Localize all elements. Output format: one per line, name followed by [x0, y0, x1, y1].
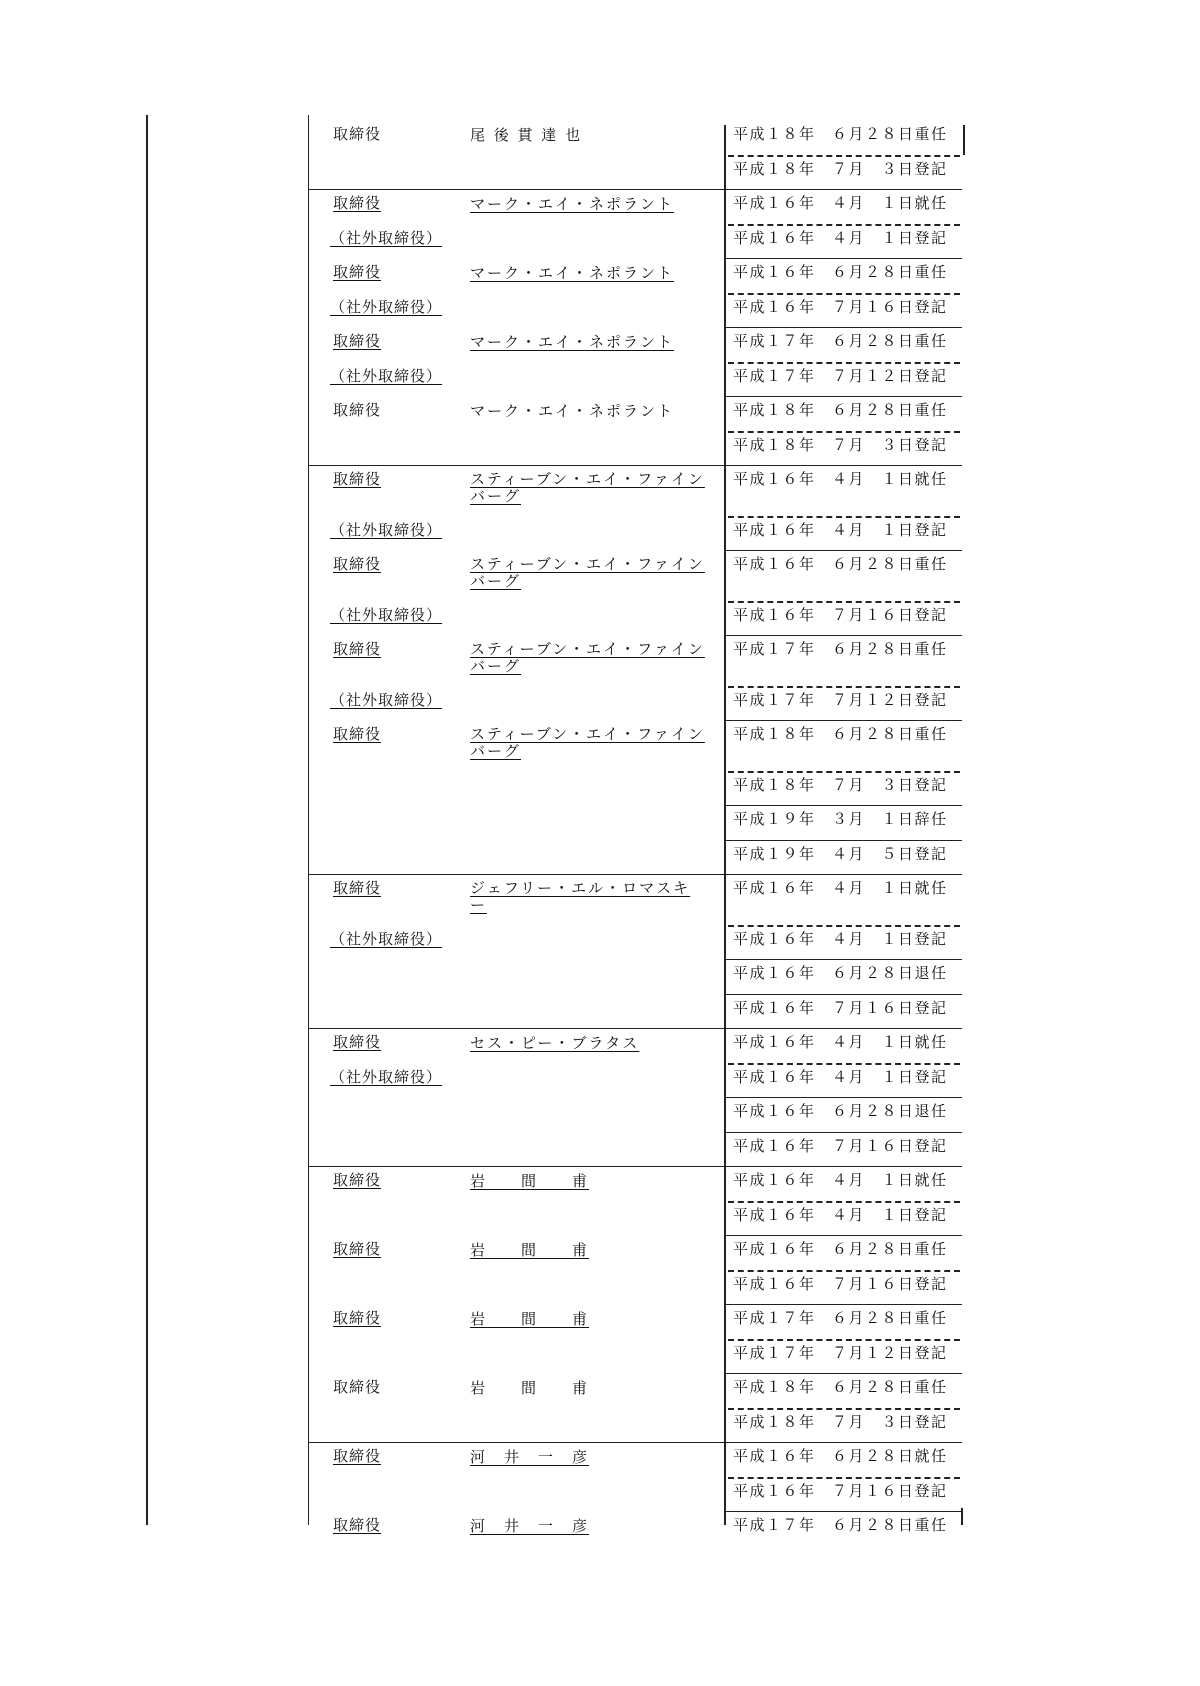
date-row-separator [726, 805, 962, 806]
date-entry: 平成１８年 ６月２８日重任 [733, 1378, 948, 1396]
date-entry: 平成１６年 ４月 １日就任 [733, 879, 948, 897]
director-role-label: 取締役 [333, 125, 382, 143]
date-dashed-separator [728, 1477, 960, 1479]
group-separator-date [726, 1028, 962, 1029]
date-row-separator [726, 840, 962, 841]
date-entry: 平成１６年 ４月 １日就任 [733, 1033, 948, 1051]
director-role-label: 取締役 [333, 555, 382, 573]
director-role-label: 取締役 [333, 1240, 382, 1258]
date-dashed-separator [728, 293, 960, 295]
date-entry: 平成１７年 ７月１２日登記 [733, 1343, 948, 1362]
director-name: スティーブン・エイ・ファインバーグ [470, 555, 705, 590]
director-name: 岩 間 甫 [470, 1241, 590, 1259]
director-role-label: 取締役 [333, 1378, 382, 1396]
date-entry: 平成１８年 ７月 ３日登記 [733, 435, 948, 454]
date-entry: 平成１７年 ６月２８日重任 [733, 1309, 948, 1327]
date-entry: 平成１７年 ６月２８日重任 [733, 640, 948, 658]
group-separator [308, 1442, 726, 1443]
date-entry: 平成１６年 ４月 １日登記 [733, 929, 948, 948]
date-entry: 平成１８年 ６月２８日重任 [733, 401, 948, 419]
outside-director-label: （社外取締役） [330, 366, 443, 385]
group-separator [308, 465, 726, 466]
date-row-separator [726, 1373, 962, 1374]
director-name: スティーブン・エイ・ファインバーグ [470, 470, 705, 505]
group-separator [308, 1028, 726, 1029]
date-entry: 平成１６年 ４月 １日就任 [733, 1171, 948, 1189]
date-row-separator [726, 1235, 962, 1236]
table-left-border [308, 115, 309, 1525]
table-right-border [963, 125, 965, 155]
group-separator-date [726, 465, 962, 466]
group-separator-date [726, 1442, 962, 1443]
date-dashed-separator [728, 925, 960, 927]
date-dashed-separator [728, 601, 960, 603]
director-role-label: 取締役 [333, 332, 382, 350]
director-name: スティーブン・エイ・ファインバーグ [470, 725, 705, 760]
outside-director-label: （社外取締役） [330, 605, 443, 624]
date-entry: 平成１７年 ６月２８日重任 [733, 1516, 948, 1534]
director-name: 岩 間 甫 [470, 1310, 590, 1328]
date-entry: 平成１７年 ６月２８日重任 [733, 332, 948, 350]
director-role-label: 取締役 [333, 725, 382, 743]
date-row-separator [726, 720, 962, 721]
date-row-separator [726, 959, 962, 960]
group-separator [308, 189, 726, 190]
date-entry: 平成１６年 ６月２８日重任 [733, 263, 948, 281]
date-entry: 平成１６年 ７月１６日登記 [733, 998, 948, 1017]
director-name: マーク・エイ・ネポラント [470, 264, 675, 282]
outside-director-label: （社外取締役） [330, 520, 443, 539]
director-role-label: 取締役 [333, 1309, 382, 1327]
director-name: 河 井 一 彦 [470, 1448, 590, 1466]
date-entry: 平成１７年 ７月１２日登記 [733, 690, 948, 709]
date-row-separator [726, 396, 962, 397]
date-dashed-separator [728, 362, 960, 364]
date-row-separator [726, 1132, 962, 1133]
date-entry: 平成１６年 ７月１６日登記 [733, 1274, 948, 1293]
date-entry: 平成１８年 ６月２８日重任 [733, 725, 948, 743]
director-name: セス・ピー・ブラタス [470, 1034, 640, 1052]
director-role-label: 取締役 [333, 1171, 382, 1189]
page-margin-line [146, 115, 148, 1525]
date-entry: 平成１６年 ７月１６日登記 [733, 297, 948, 316]
date-entry: 平成１９年 ３月 １日辞任 [733, 810, 948, 828]
group-separator-date [726, 189, 962, 190]
group-separator [308, 874, 726, 875]
director-role-label: 取締役 [333, 879, 382, 897]
director-name: 尾 後 貫 達 也 [470, 126, 583, 144]
date-row-separator [726, 1511, 962, 1512]
date-column-left-border [724, 125, 726, 1525]
date-dashed-separator [728, 516, 960, 518]
date-entry: 平成１６年 ７月１６日登記 [733, 605, 948, 624]
date-entry: 平成１８年 ７月 ３日登記 [733, 775, 948, 794]
outside-director-label: （社外取締役） [330, 929, 443, 948]
director-role-label: 取締役 [333, 640, 382, 658]
date-entry: 平成１８年 ７月 ３日登記 [733, 159, 948, 178]
date-dashed-separator [728, 1270, 960, 1272]
group-separator [308, 1166, 726, 1167]
director-name: マーク・エイ・ネポラント [470, 402, 675, 420]
date-dashed-separator [728, 1201, 960, 1203]
date-row-separator [726, 994, 962, 995]
director-name: ジェフリー・エル・ロマスキー [470, 879, 691, 914]
director-role-label: 取締役 [333, 401, 382, 419]
date-entry: 平成１６年 ４月 １日登記 [733, 520, 948, 539]
date-entry: 平成１６年 ４月 １日登記 [733, 228, 948, 247]
date-entry: 平成１６年 ６月２８日重任 [733, 555, 948, 573]
date-dashed-separator [728, 224, 960, 226]
group-separator-date [726, 1166, 962, 1167]
director-role-label: 取締役 [333, 470, 382, 488]
director-name: マーク・エイ・ネポラント [470, 195, 675, 213]
date-entry: 平成１６年 ７月１６日登記 [733, 1481, 948, 1500]
director-role-label: 取締役 [333, 194, 382, 212]
date-row-separator [726, 550, 962, 551]
date-entry: 平成１６年 ４月 １日就任 [733, 470, 948, 488]
outside-director-label: （社外取締役） [330, 1067, 443, 1086]
date-dashed-separator [728, 686, 960, 688]
director-role-label: 取締役 [333, 263, 382, 281]
outside-director-label: （社外取締役） [330, 228, 443, 247]
date-entry: 平成１７年 ７月１２日登記 [733, 366, 948, 385]
date-entry: 平成１９年 ４月 ５日登記 [733, 844, 948, 863]
group-separator-date [726, 874, 962, 875]
date-entry: 平成１６年 ６月２８日退任 [733, 964, 948, 982]
date-dashed-separator [728, 1339, 960, 1341]
date-row-separator [726, 635, 962, 636]
director-role-label: 取締役 [333, 1447, 382, 1465]
date-dashed-separator [728, 771, 960, 773]
outside-director-label: （社外取締役） [330, 690, 443, 709]
outside-director-label: （社外取締役） [330, 297, 443, 316]
date-row-separator [726, 258, 962, 259]
director-name: マーク・エイ・ネポラント [470, 333, 675, 351]
date-entry: 平成１６年 ７月１６日登記 [733, 1136, 948, 1155]
date-dashed-separator [728, 431, 960, 433]
date-row-separator [726, 1097, 962, 1098]
date-dashed-separator [728, 155, 960, 157]
date-entry: 平成１６年 ４月 １日登記 [733, 1067, 948, 1086]
date-entry: 平成１６年 ４月 １日登記 [733, 1205, 948, 1224]
date-entry: 平成１６年 ６月２８日就任 [733, 1447, 948, 1465]
director-name: 岩 間 甫 [470, 1172, 590, 1190]
director-name: スティーブン・エイ・ファインバーグ [470, 640, 705, 675]
date-dashed-separator [728, 1408, 960, 1410]
date-entry: 平成１８年 ７月 ３日登記 [733, 1412, 948, 1431]
date-entry: 平成１６年 ６月２８日退任 [733, 1102, 948, 1120]
director-name: 河 井 一 彦 [470, 1517, 590, 1535]
date-entry: 平成１８年 ６月２８日重任 [733, 125, 948, 143]
date-row-separator [726, 327, 962, 328]
director-name: 岩 間 甫 [470, 1379, 590, 1397]
date-entry: 平成１６年 ４月 １日就任 [733, 194, 948, 212]
director-role-label: 取締役 [333, 1516, 382, 1534]
date-dashed-separator [728, 1063, 960, 1065]
director-role-label: 取締役 [333, 1033, 382, 1051]
date-entry: 平成１６年 ６月２８日重任 [733, 1240, 948, 1258]
date-row-separator [726, 1304, 962, 1305]
